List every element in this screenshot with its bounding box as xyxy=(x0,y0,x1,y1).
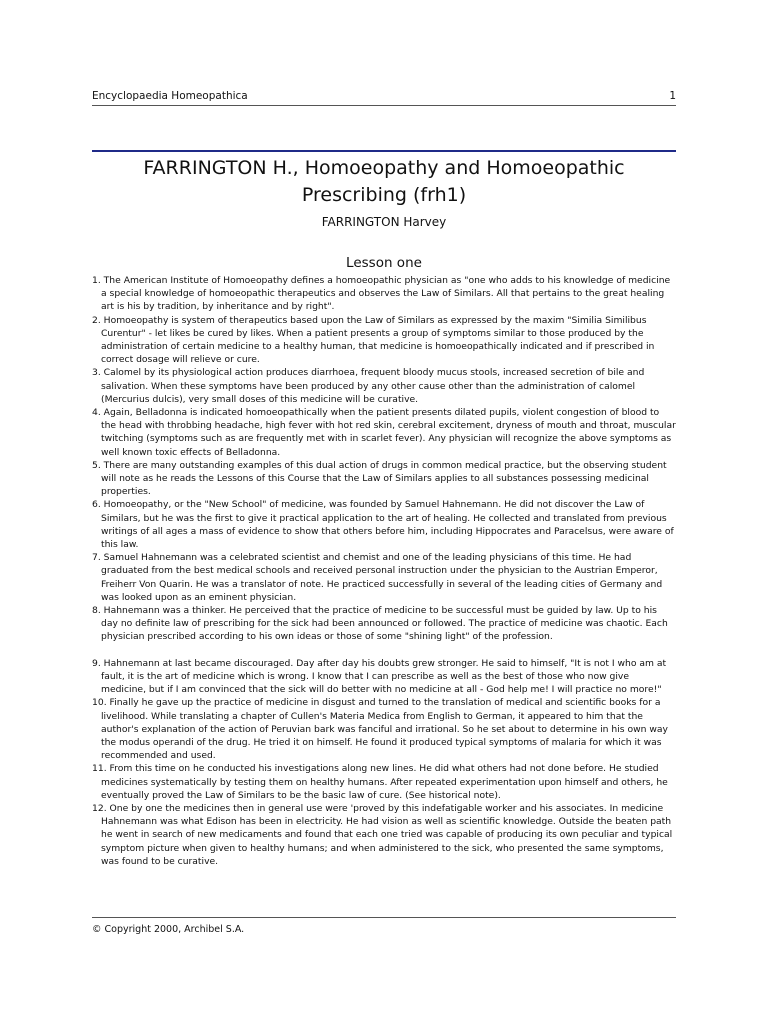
footer-divider xyxy=(92,917,676,918)
paragraph-5: 5. There are many outstanding examples of this dual action of drugs in common medical practice, but the observing student will note as he reads the Lessons of this Course that the Law of Similars applies to all substances possessing medicinal properties. xyxy=(92,459,667,498)
running-header xyxy=(92,89,676,103)
copyright-notice: © Copyright 2000, Archibel S.A. xyxy=(92,924,245,935)
paragraph-2: 2. Homoeopathy is system of therapeutics based upon the Law of Similars as expressed by the maxim "Similia Similibus Curentur" - let likes be cured by likes. When a patient presents a group of symptoms similar to those produced by the administration of certain medicine to a healthy human, that medicine is homoeopathically indicated and if prescribed in correct dosage will relieve or cure. xyxy=(92,314,655,366)
paragraph-9: 9. Hahnemann at last became discouraged. Day after day his doubts grew stronger. He said to himself, "It is not I who am at fault, it is the art of medicine which is wrong. I know that I can prescribe as well as the best of those who now give medicine, but if I am convinced that the sick will do better with no medicine at all - God help me! I will practice no more!" xyxy=(92,657,667,696)
page-number: 1 xyxy=(669,90,676,102)
title-rule xyxy=(92,150,676,152)
paragraph-3: 3. Calomel by its physiological action produces diarrhoea, frequent bloody mucus stools, increased secretion of bile and salivation. When these symptoms have been produced by any other cause other than the administration of calomel (Mercurius dulcis), very small doses of this medicine will be curative. xyxy=(92,367,645,405)
publication-name: Encyclopaedia Homeopathica xyxy=(92,90,248,102)
lesson-body xyxy=(92,274,676,868)
paragraph-6: 6. Homoeopathy, or the "New School" of medicine, was founded by Samuel Hahnemann. He did not discover the Law of Similars, but he was the first to give it practical application to the art of healing. He collected and translated from previous writings of all ages a mass of evidence to show that others before him, including Hippocrates and Paracelsus, were aware of this law. xyxy=(92,499,674,551)
section-heading: Lesson one xyxy=(346,255,422,271)
header-divider xyxy=(92,105,676,106)
paragraph-1: 1. The American Institute of Homoeopathy defines a homoeopathic physician as "one who adds to his knowledge of medicine a special knowledge of homoeopathic therapeutics and observes the Law of Similars. All that pertains to the great healing art is his by tradition, by inheritance and by right". xyxy=(92,275,671,313)
paragraph-4: 4. Again, Belladonna is indicated homoeopathically when the patient presents dilated pupils, violent congestion of blood to the head with throbbing headache, high fever with hot red skin, cerebral excitement, dryness of mouth and throat, muscular twitching (symptoms such as are frequently met with in scarlet fever). Any physician will recognize the above symptoms as well known toxic effects of Belladonna. xyxy=(92,407,676,458)
paragraph-10: 10. Finally he gave up the practice of medicine in disgust and turned to the translation of medical and scientific books for a livelihood. While translating a chapter of Cullen's Materia Medica from English to German, it appeared to him that the author's explanation of the action of Peruvian bark was fanciful and irrational. So he set about to determine in his own way the modus operandi of the drug. He tried it on himself. He found it produced typical symptoms of malaria for which it was recommended and used. xyxy=(92,697,668,762)
paragraph-11: 11. From this time on he conducted his investigations along new lines. He did what others had not done before. He studied medicines systematically by testing them on healthy humans. After repeated experimentation upon himself and others, he eventually proved the Law of Similars to be the basic law of cure. (See historical note). xyxy=(92,763,668,801)
document-author: FARRINGTON Harvey xyxy=(321,215,447,229)
paragraph-7: 7. Samuel Hahnemann was a celebrated scientist and chemist and one of the leading physicians of this time. He had graduated from the best medical schools and received personal instruction under the physician to the Austrian Emperor, Freiherr Von Quarin. He was a translator of note. He practiced successfully in several of the leading cities of Germany and was looked upon as an eminent physician. xyxy=(92,552,663,603)
paragraph-8: 8. Hahnemann was a thinker. He perceived that the practice of medicine to be successful must be guided by law. Up to his day no definite law of prescribing for the sick had been announced or followed. The practice of medicine was chaotic. Each physician prescribed according to his own ideas or those of some "shining light" of the profession. xyxy=(92,605,668,643)
document-title: FARRINGTON H., Homoeopathy and Homoeopathic Prescribing (frh1) xyxy=(143,157,625,206)
paragraph-12: 12. One by one the medicines then in general use were 'proved by this indefatigable worker and his associates. In medicine Hahnemann was what Edison has been in electricity. He had vision as well as scientific knowledge. Outside the beaten path he went in search of new medicaments and found that each one tried was capable of producing its own peculiar and typical symptom picture when given to healthy humans; and when administered to the sick, who presented the same symptoms, was found to be curative. xyxy=(92,802,673,867)
